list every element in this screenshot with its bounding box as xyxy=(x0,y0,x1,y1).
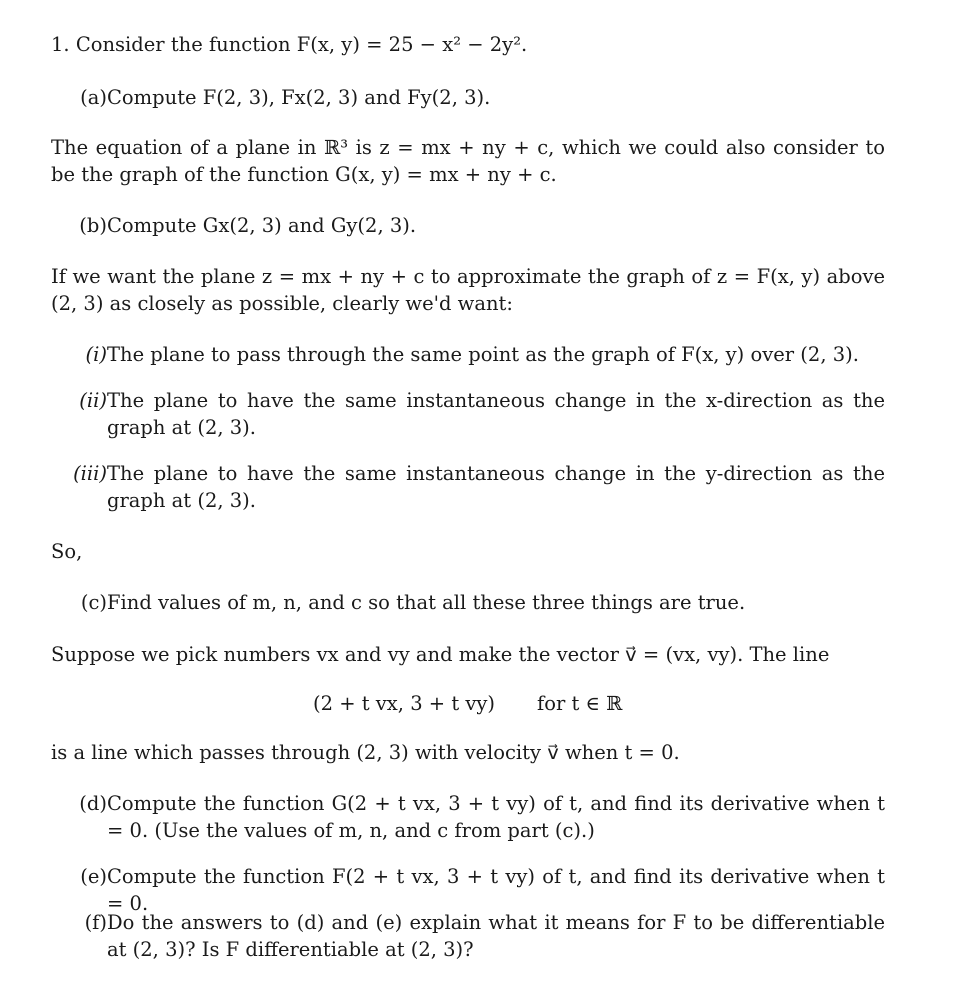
line-expression: (2 + t vx, 3 + t vy) xyxy=(313,692,496,715)
part-f-text: Do the answers to (d) and (e) explain what it means for F to be differentiable at (2, 3)? Is F differentiable at (2, 3)? xyxy=(107,911,885,961)
question-1-intro xyxy=(51,31,527,58)
plane-paragraph: The equation of a plane in ℝ³ is z = mx + ny + c, which we could also consider to be the graph of the function G(x, y) = mx + ny + c. xyxy=(51,136,885,186)
condition-ii-label: (ii) xyxy=(79,389,107,412)
condition-iii-text: The plane to have the same instantaneous change in the y-direction as the graph at (2, 3). xyxy=(107,462,885,512)
part-a-label: (a) xyxy=(80,86,107,109)
condition-ii-text: The plane to have the same instantaneous change in the x-direction as the graph at (2, 3). xyxy=(107,389,885,439)
part-d-text: Compute the function G(2 + t vx, 3 + t vy) of t, and find its derivative when t = 0. (Use the values of m, n, and c from part (c).) xyxy=(107,792,885,842)
part-e-label: (e) xyxy=(80,865,107,888)
so-text: So, xyxy=(51,540,83,563)
line-paragraph: is a line which passes through (2, 3) with velocity v⃗ when t = 0. xyxy=(51,741,680,764)
part-a-text: Compute F(2, 3), Fx(2, 3) and Fy(2, 3). xyxy=(107,86,491,109)
part-c-text: Find values of m, n, and c so that all these three things are true. xyxy=(107,591,746,614)
approximation-paragraph: If we want the plane z = mx + ny + c to approximate the graph of z = F(x, y) above (2, 3) as closely as possible, clearly we'd want: xyxy=(51,265,885,315)
part-f-label: (f) xyxy=(84,911,107,934)
part-e-text: Compute the function F(2 + t vx, 3 + t vy) of t, and find its derivative when t = 0. xyxy=(107,865,885,915)
question-intro-text: Consider the function F(x, y) = 25 − x² − 2y². xyxy=(75,33,528,56)
part-d-label: (d) xyxy=(79,792,107,815)
line-domain: for t ∈ ℝ xyxy=(537,692,623,715)
part-b-text: Compute Gx(2, 3) and Gy(2, 3). xyxy=(107,214,417,237)
question-number: 1. xyxy=(51,33,70,56)
vector-paragraph: Suppose we pick numbers vx and vy and make the vector v⃗ = (vx, vy). The line xyxy=(51,643,830,666)
part-c-label: (c) xyxy=(80,591,107,614)
part-b-label: (b) xyxy=(79,214,107,237)
condition-i-label: (i) xyxy=(85,343,107,366)
condition-i-text: The plane to pass through the same point as the graph of F(x, y) over (2, 3). xyxy=(107,343,859,366)
condition-iii-label: (iii) xyxy=(73,462,107,485)
